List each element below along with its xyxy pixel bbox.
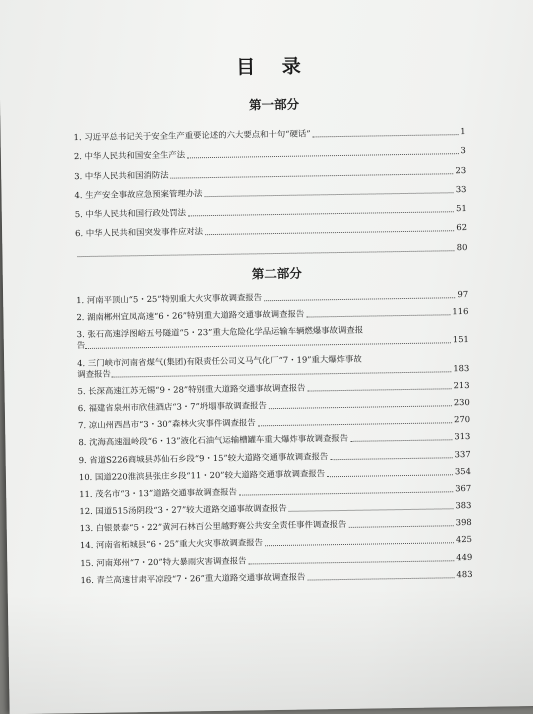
toc-entry-number: 13. (79, 523, 94, 534)
toc-entry-title-continued: 调查报告 (77, 368, 111, 379)
toc-entry-title: 白银景泰“5・22”黄河石林百公里越野赛公共安全责任事件调查报告 (95, 519, 347, 534)
toc-entry (75, 222, 467, 239)
toc-entry-number: 6. (77, 402, 86, 414)
toc-entry (79, 483, 471, 500)
leader-dots (327, 474, 453, 477)
leader-dots (264, 297, 455, 301)
toc-entry (80, 569, 472, 586)
toc-entry-label (79, 468, 325, 483)
toc-entry-title: 省道S226商城县苏仙石乡段“9・15”较大道路交通事故调查报告 (89, 450, 329, 465)
toc-entry-label (78, 417, 256, 431)
toc-entry-title: 茂名市“3・13”道路交通事故调查报告 (95, 486, 238, 499)
toc-entry-title: 沈海高速温岭段“6・13”液化石油气运输槽罐车重大爆炸事故调查报告 (88, 433, 349, 448)
toc-entry-title: 中华人民共和国消防法 (84, 169, 169, 181)
toc-entry-number: 2. (76, 312, 85, 323)
toc-entry-page: 116 (452, 306, 469, 317)
toc-entry-label (75, 227, 203, 240)
toc-entry (79, 448, 471, 465)
toc-entry-label (80, 519, 347, 534)
toc-entry-label (79, 503, 286, 517)
toc-entry-title: 凉山州西昌市“3・30”森林火灾事件调查报告 (88, 417, 256, 431)
toc-entry (79, 466, 471, 483)
toc-entry-page: 230 (453, 396, 470, 408)
leader-dots (111, 371, 451, 377)
toc-entry-number: 10. (78, 471, 93, 482)
toc-entry-number: 7. (78, 420, 87, 431)
leader-dots (85, 343, 451, 350)
leader-dots (187, 153, 458, 158)
toc-entry-label (80, 555, 246, 569)
toc-entry (78, 380, 470, 397)
toc-entry-title: 中华人民共和国行政处罚法 (85, 207, 187, 220)
toc-entry (80, 552, 472, 569)
toc-entry-number: 11. (79, 488, 93, 500)
toc-entry-title: 福建省泉州市欣佳酒店“3・7”坍塌事故调查报告 (88, 400, 267, 413)
toc-entry-title: 国道220淮滨县张庄乡段“11・20”较大道路交通事故调查报告 (94, 467, 326, 482)
toc-entry-page: 270 (454, 414, 471, 425)
toc-entry-page: 1 (460, 126, 466, 137)
toc-entry-page: 62 (456, 222, 468, 233)
toc-entry-page: 213 (453, 379, 470, 390)
toc-entry (78, 431, 470, 448)
leader-dots (188, 211, 454, 216)
toc-entry (80, 517, 472, 534)
toc-entry-number: 15. (80, 557, 94, 568)
toc-entry-page: 449 (456, 551, 473, 562)
leader-dots (350, 440, 452, 443)
toc-entry-title: 青兰高速甘肃平凉段“7・26”重大道路交通事故调查报告 (96, 571, 306, 585)
toc-entry-label (79, 487, 237, 500)
leader-dots (306, 314, 450, 317)
toc-entry-number: 4. (74, 189, 83, 201)
toc-entry-number: 2. (73, 151, 82, 162)
toc-entry (75, 203, 467, 220)
toc-entry-page: 425 (455, 534, 473, 545)
toc-entry-number: 1. (76, 295, 85, 306)
toc-entry-page: 3 (460, 145, 466, 156)
toc-entry-title: 国道515汤阴段“3・27”较大道路交通事故调查报告 (95, 502, 287, 516)
toc-entry (74, 145, 466, 162)
toc-entry-label (74, 169, 169, 181)
toc-entry-page: 354 (454, 465, 471, 476)
toc-entry-title: 长深高速江苏无锡“9・28”特别重大道路交通事故调查报告 (88, 382, 306, 396)
toc-part2 (76, 289, 473, 592)
toc-entry-label (78, 400, 267, 414)
toc-entry-page: 97 (457, 289, 469, 300)
leader-dots (171, 173, 454, 178)
leader-dots (204, 192, 453, 197)
toc-entry-number: 16. (80, 574, 94, 585)
toc-entry-label (75, 208, 186, 221)
toc-entry-page: 337 (454, 448, 471, 459)
toc-entry-label (80, 571, 305, 586)
leader-dots (265, 543, 454, 547)
toc-entry-label (79, 451, 329, 466)
leader-dots (313, 134, 459, 137)
toc-entry-page: 51 (456, 203, 467, 214)
toc-entry-label (74, 128, 311, 143)
toc-entry (79, 500, 471, 517)
toc-entry-page: 33 (455, 183, 467, 195)
toc-entry (75, 242, 467, 259)
toc-entry (77, 352, 469, 380)
toc-entry-title: 河南平顶山“5・25”特别重大火灾事故调查报告 (86, 292, 263, 305)
toc-entry-page: 483 (456, 568, 473, 580)
toc-entry-title-continued: 告 (76, 340, 86, 351)
toc-entry-label (78, 382, 306, 397)
toc-entry (74, 126, 466, 143)
toc-entry-page: 23 (455, 164, 467, 175)
page-title: 目 录 (236, 55, 312, 79)
toc-entry (78, 397, 470, 414)
leader-dots (330, 457, 452, 460)
toc-entry (80, 534, 472, 551)
toc-part1 (74, 126, 468, 267)
toc-entry-page: 367 (455, 482, 472, 494)
toc-entry-number: 1. (73, 132, 82, 143)
section-heading-part2: 第二部分 (251, 265, 302, 282)
toc-entry-label (80, 538, 263, 552)
toc-entry (77, 323, 469, 351)
toc-entry (76, 306, 468, 323)
toc-entry (74, 184, 466, 201)
toc-entry-page: 398 (455, 517, 472, 528)
leader-dots (348, 526, 453, 529)
toc-entry-number: 6. (75, 228, 84, 239)
toc-entry-title: 张石高速浮图峪五号隧道“5・23”重大危险化学品运输车辆燃爆事故调查报 (87, 325, 364, 340)
toc-entry-page: 313 (454, 431, 471, 442)
leader-dots (239, 491, 453, 495)
toc-entry-number: 12. (79, 505, 93, 517)
toc-entry-number: 8. (78, 437, 87, 448)
toc-entry-label (76, 309, 304, 324)
toc-entry-title: 习近平总书记关于安全生产重要论述的六大要点和十句“硬话” (84, 128, 311, 143)
leader-dots (307, 388, 451, 391)
toc-entry (78, 414, 470, 431)
leader-dots (289, 508, 454, 512)
toc-entry-number: 3. (74, 170, 83, 181)
toc-entry-number: 14. (79, 540, 94, 551)
toc-entry-page: 183 (453, 362, 470, 373)
toc-entry-page: 80 (456, 241, 468, 252)
toc-entry-title: 生产安全事故应急预案管理办法 (85, 188, 203, 200)
toc-entry-number: 5. (74, 209, 83, 220)
toc-entry-page: 151 (452, 334, 469, 345)
toc-entry-title: 中华人民共和国突发事件应对法 (85, 226, 204, 239)
toc-entry-number: 9. (78, 454, 87, 465)
toc-entry-title: 河南郑州“7・20”特大暴雨灾害调查报告 (96, 555, 247, 568)
toc-entry-title: 三门峡市河南省煤气(集团)有限责任公司义马气化厂“7・19”重大爆炸事故 (87, 353, 362, 368)
toc-entry (74, 165, 466, 182)
toc-entry-number: 4. (77, 357, 86, 368)
section-heading-part1: 第一部分 (248, 96, 300, 113)
leader-dots (77, 250, 454, 257)
toc-entry-label (78, 433, 348, 448)
toc-entry-page: 383 (455, 500, 472, 511)
toc-entry-label (74, 150, 185, 163)
toc-entry-title: 湖南郴州宜凤高速“6・26”特别重大道路交通事故调查报告 (87, 308, 305, 323)
toc-entry-label (76, 292, 262, 306)
leader-dots (269, 405, 452, 409)
toc-entry-number: 3. (76, 329, 85, 340)
toc-entry-title: 河南省柘城县“6・25”重大火灾事故调查报告 (95, 537, 264, 551)
toc-entry-label (74, 188, 202, 201)
leader-dots (258, 422, 452, 426)
toc-entry (76, 289, 468, 306)
toc-entry-title: 中华人民共和国安全生产法 (84, 149, 186, 162)
leader-dots (205, 231, 454, 236)
leader-dots (248, 560, 454, 564)
toc-entry-number: 5. (77, 385, 86, 396)
leader-dots (307, 577, 454, 580)
